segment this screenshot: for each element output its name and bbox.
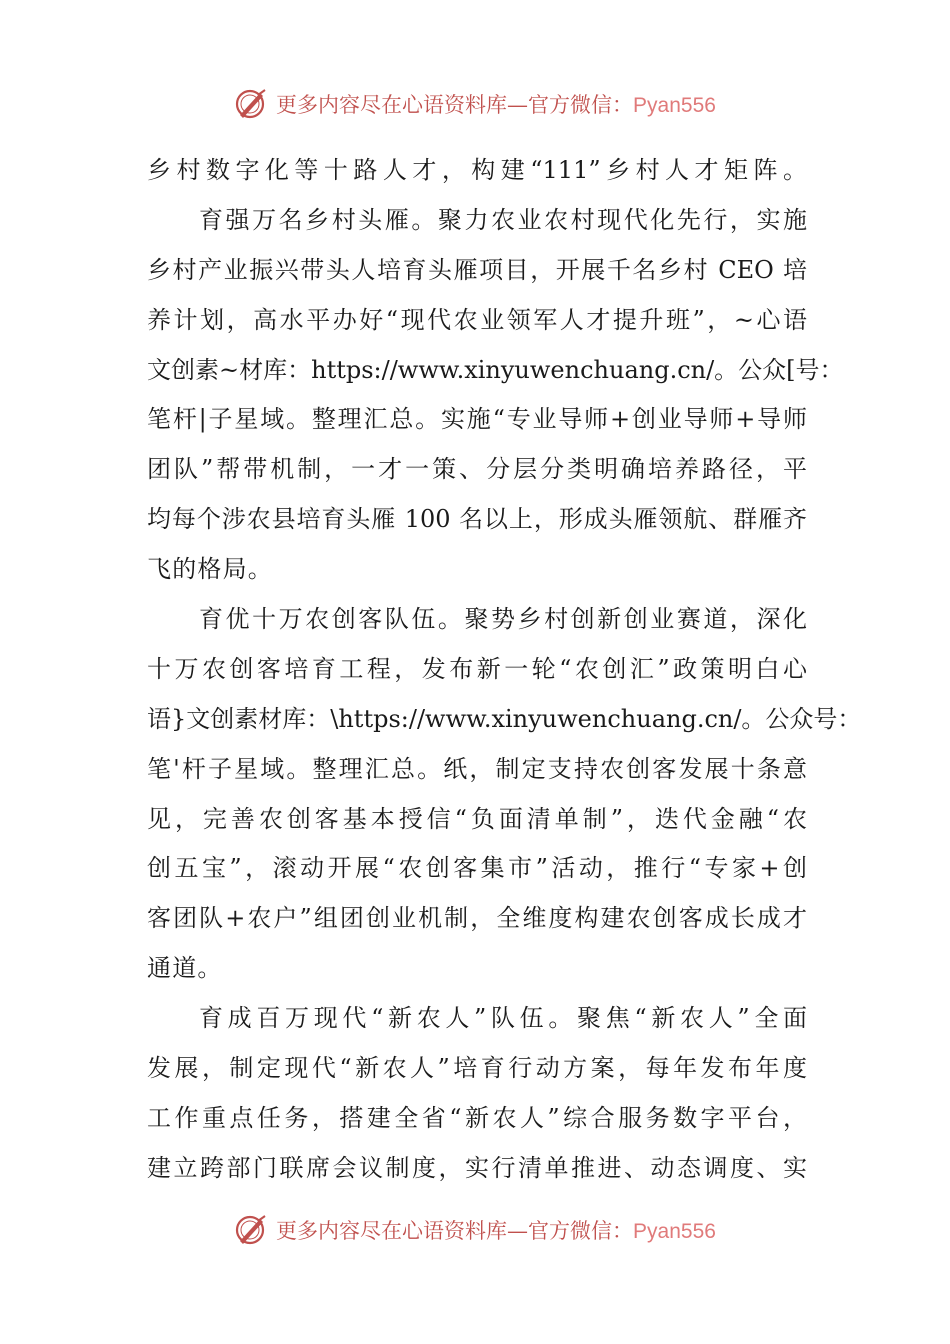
body-line: 育强万名乡村头雁。聚力农业农村现代化先行，实施 — [199, 205, 807, 234]
body-line: 语}文创素材库：\https://www.xinyuwenchuang.cn/。公众号： — [147, 704, 862, 733]
body-line: 均每个涉农县培育头雁 100 名以上，形成头雁领航、群雁齐 — [147, 505, 807, 534]
body-line: 工作重点任务，搭建全省“新农人”综合服务数字平台， — [147, 1103, 807, 1132]
footer-banner — [0, 1210, 950, 1250]
body-line: 育成百万现代“新农人”队伍。聚焦“新农人”全面 — [199, 1004, 807, 1033]
body-line: 团队”帮带机制，一才一策、分层分类明确培养路径，平 — [147, 455, 807, 484]
body-line: 创五宝”，滚动开展“农创客集市”活动，推行“专家+创 — [147, 854, 807, 883]
body-line: 笔杆|子星域。整理汇总。实施“专业导师+创业导师+导师 — [147, 405, 807, 434]
header-text — [276, 89, 716, 119]
body-line: 见，完善农创客基本授信“负面清单制”，迭代金融“农 — [147, 804, 807, 833]
footer-title: 更多内容尽在心语资料库 — [276, 1219, 508, 1243]
pen-seal-logo-icon — [234, 1213, 268, 1247]
body-line: 文创素~材库：https://www.xinyuwenchuang.cn/。公众[号： — [147, 355, 844, 384]
body-line: 笔'杆子星域。整理汇总。纸，制定支持农创客发展十条意 — [147, 754, 807, 783]
body-line: 养计划，高水平办好“现代农业领军人才提升班”，~心语 — [147, 305, 807, 334]
footer-text — [276, 1215, 716, 1245]
body-line: 客团队+农户”组团创业机制，全维度构建农创客成长成才 — [147, 904, 807, 933]
body-line: 通道。 — [147, 954, 223, 983]
footer-wechat-id: Pyan556 — [633, 1220, 716, 1243]
body-line: 发展，制定现代“新农人”培育行动方案，每年发布年度 — [147, 1054, 807, 1083]
pen-seal-logo-icon — [234, 87, 268, 121]
footer-separator: — — [507, 1219, 529, 1243]
body-line: 乡村数字化等十路人才，构建“111”乡村人才矩阵。 — [147, 156, 807, 184]
header-wechat-id: Pyan556 — [633, 94, 716, 117]
body-line: 十万农创客培育工程，发布新一轮“农创汇”政策明白心 — [147, 654, 807, 683]
header-title: 更多内容尽在心语资料库 — [276, 93, 508, 117]
body-line: 飞的格局。 — [147, 555, 273, 584]
body-line: 乡村产业振兴带头人培育头雁项目，开展千名乡村 CEO 培 — [147, 255, 807, 284]
body-line: 育优十万农创客队伍。聚势乡村创新创业赛道，深化 — [199, 605, 807, 634]
header-wechat-label: 官方微信： — [528, 93, 634, 117]
footer-wechat-label: 官方微信： — [528, 1219, 634, 1243]
header-banner — [0, 84, 950, 124]
document-body — [147, 146, 862, 1194]
body-line: 建立跨部门联席会议制度，实行清单推进、动态调度、实 — [147, 1153, 807, 1182]
header-separator: — — [507, 93, 529, 117]
